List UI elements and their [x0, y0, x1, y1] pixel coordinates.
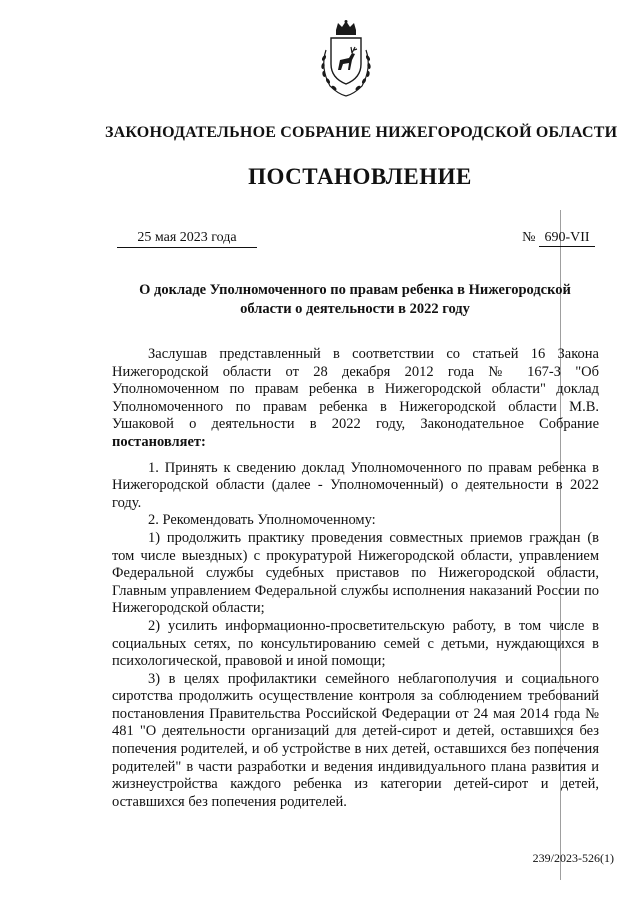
- document-footer-code: 239/2023-526(1): [532, 851, 614, 865]
- document-date: 25 мая 2023 года: [117, 230, 257, 248]
- resolves-keyword: постановляет:: [112, 433, 206, 450]
- subitem-3-paragraph: 3) в целях профилактики семейного неблагополучия и социального сиротства продолжить осуществление контроля за соблюдением требований постановления Правительства Российской Федерации от 24 мая 2014 года № 481 "О деятельности организаций для детей-сирот и детей, оставшихся без попечения родителей, и об устройстве в них детей, оставшихся без попечения родителей" в части разработки и ведения индивидуального плана развития и жизнеустройства каждого ребенка из категории детей-сирот и детей, оставшихся без попечения родителей.: [112, 670, 599, 810]
- number-sign: №: [522, 230, 536, 245]
- item-1-paragraph: 1. Принять к сведению доклад Уполномоченного по правам ребенка в Нижегородской области (далее - Уполномоченный) о деятельности в 2022 году.: [112, 459, 599, 511]
- item-2-paragraph: 2. Рекомендовать Уполномоченному:: [148, 512, 376, 529]
- document-type-title: ПОСТАНОВЛЕНИЕ: [248, 164, 472, 189]
- subject-line-1: О докладе Уполномоченного по правам ребенка в Нижегородской: [139, 282, 571, 298]
- organization-title: ЗАКОНОДАТЕЛЬНОЕ СОБРАНИЕ НИЖЕГОРОДСКОЙ ОБЛАСТИ: [105, 124, 618, 141]
- document-number: [522, 230, 595, 247]
- document-subject: [110, 281, 600, 319]
- coat-of-arms-icon: [316, 20, 376, 98]
- number-value: 690-VII: [539, 230, 595, 247]
- subject-line-2: области о деятельности в 2022 году: [240, 301, 470, 317]
- subitem-2-paragraph: 2) усилить информационно-просветительскую работу, в том числе в социальных сетях, по консультированию семей с детьми, нуждающихся в психологической, правовой и иной помощи;: [112, 617, 599, 670]
- preamble-text: Заслушав представленный в соответствии со статьей 16 Закона Нижегородской области от 28 декабря 2012 года № 167-З "Об Уполномоченном по правам ребенка в Нижегородской области" доклад Уполномоченного по правам ребенка в Нижегородской области М.В. Ушаковой о деятельности в 2022 году, Законодательное Собрание: [112, 346, 599, 433]
- subitem-1-paragraph: 1) продолжить практику проведения совместных приемов граждан (в том числе выездных) с прокуратурой Нижегородской области, управлением Федеральной службы судебных приставов по Нижегородской области, Главным управлением Федеральной службы исполнения наказаний России по Нижегородской области;: [112, 529, 599, 617]
- preamble-paragraph: [112, 346, 599, 452]
- document-body: [112, 346, 599, 811]
